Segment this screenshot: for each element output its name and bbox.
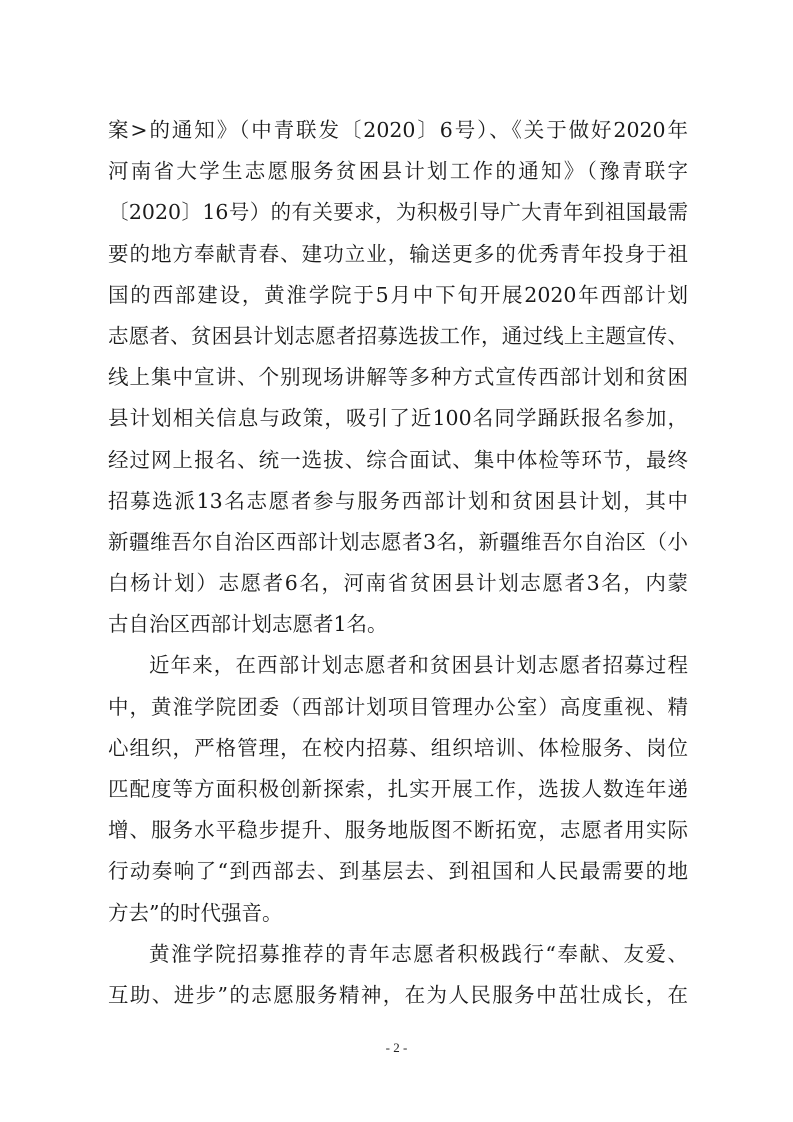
text-line: 互助、进步”的志愿服务精神，在为人民服务中茁壮成长，在 (108, 982, 688, 1007)
text-line: 古自治区西部计划志愿者1名。 (108, 612, 388, 637)
text-line: 心组织，严格管理，在校内招募、组织培训、体检服务、岗位 (108, 735, 688, 760)
body-text (108, 110, 688, 1016)
text-line: 白杨计划）志愿者6名，河南省贫困县计划志愿者3名，内蒙 (108, 571, 688, 596)
text-line: 近年来，在西部计划志愿者和贫困县计划志愿者招募过程 (149, 653, 688, 678)
text-line: 〔2020〕16号）的有关要求，为积极引导广大青年到祖国最需 (108, 200, 688, 225)
page-number: - 2 - (385, 1040, 408, 1055)
text-line: 招募选派13名志愿者参与服务西部计划和贫困县计划，其中 (108, 488, 688, 513)
text-line: 线上集中宣讲、个别现场讲解等多种方式宣传西部计划和贫困 (108, 365, 688, 390)
text-line: 方去”的时代强音。 (108, 900, 283, 925)
text-line: 案>的通知》（中青联发〔2020〕6号）、《关于做好2020年 (108, 118, 688, 142)
text-line: 行动奏响了“到西部去、到基层去、到祖国和人民最需要的地 (108, 859, 688, 884)
text-line: 中，黄淮学院团委（西部计划项目管理办公室）高度重视、精 (108, 694, 688, 719)
text-line: 县计划相关信息与政策，吸引了近100名同学踊跃报名参加， (108, 406, 688, 431)
text-line: 国的西部建设，黄淮学院于5月中下旬开展2020年西部计划 (108, 282, 688, 307)
text-line: 经过网上报名、统一选拔、综合面试、集中体检等环节，最终 (108, 447, 688, 472)
text-line: 匹配度等方面积极创新探索，扎实开展工作，选拔人数连年递 (108, 777, 688, 801)
text-line: 新疆维吾尔自治区西部计划志愿者3名，新疆维吾尔自治区（小 (108, 529, 688, 554)
paragraph-3 (108, 934, 688, 1016)
text-line: 增、服务水平稳步提升、服务地版图不断拓宽，志愿者用实际 (108, 818, 688, 843)
paragraph-2 (108, 645, 688, 933)
text-line: 黄淮学院招募推荐的青年志愿者积极践行“奉献、友爱、 (149, 941, 688, 966)
text-line: 志愿者、贫困县计划志愿者招募选拔工作，通过线上主题宣传、 (108, 323, 688, 348)
text-line: 河南省大学生志愿服务贫困县计划工作的通知》（豫青联字 (108, 159, 688, 184)
paragraph-1 (108, 110, 688, 645)
text-line: 要的地方奉献青春、建功立业，输送更多的优秀青年投身于祖 (108, 241, 688, 266)
